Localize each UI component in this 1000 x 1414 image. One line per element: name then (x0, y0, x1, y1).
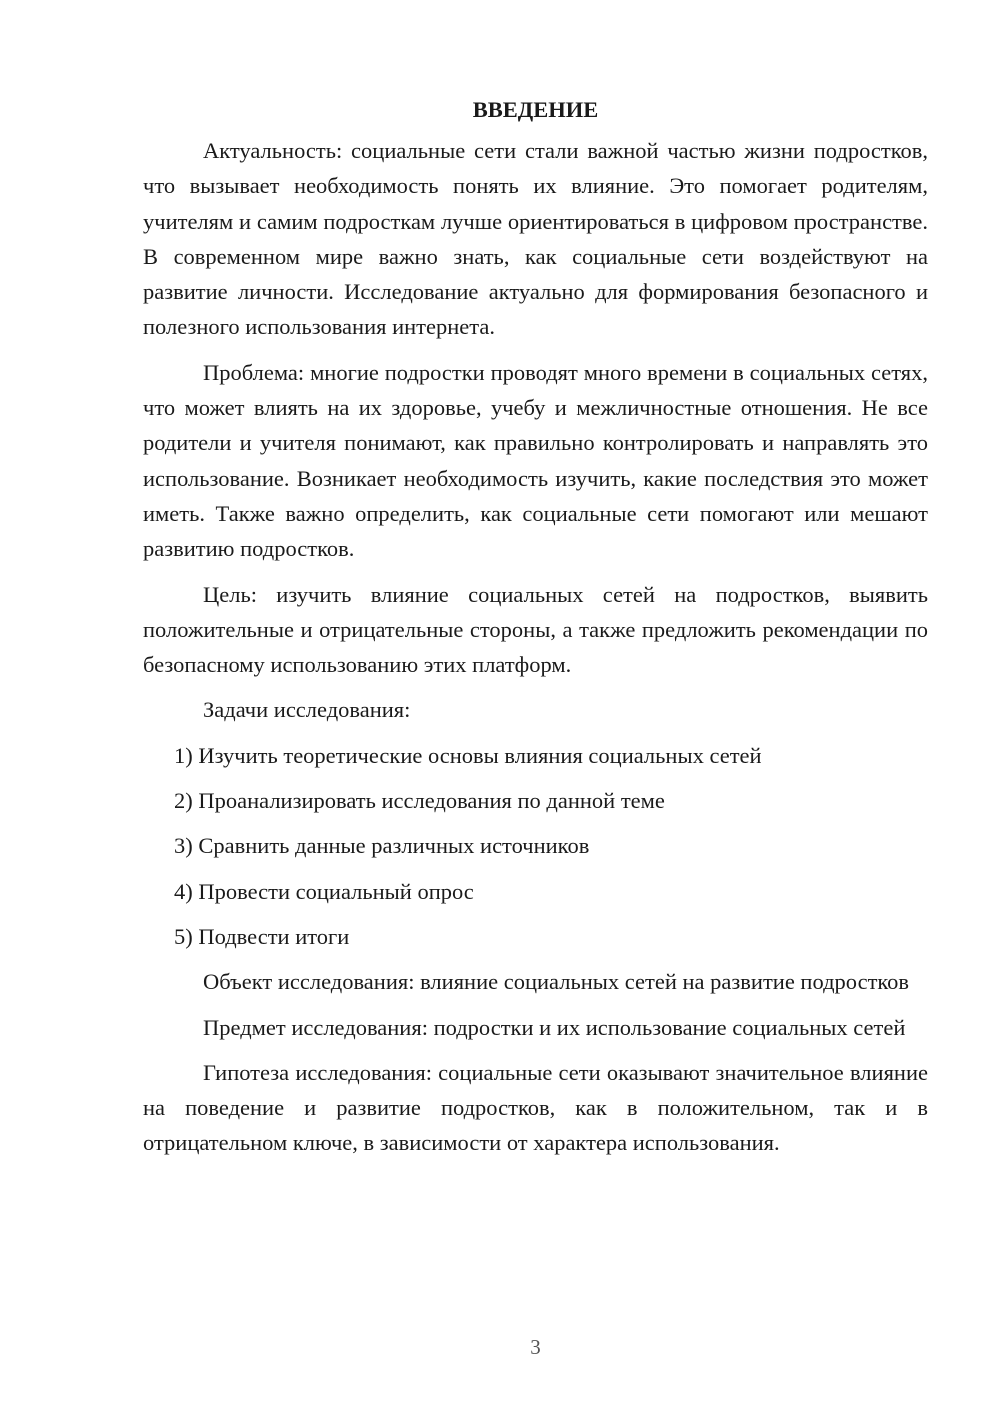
object-paragraph: Объект исследования: влияние социальных сетей на развитие подростков (203, 969, 910, 995)
task-item-3: 3) Сравнить данные различных источников (174, 833, 590, 859)
problem-paragraph: Проблема: многие подростки проводят много времени в социальных сетях, что может влиять на их здоровье, учебу и межличностные отношения. Не все родители и учителя понимают, как правильно контролировать и направлять это использование. Возникает необходимость изучить, какие последствия это может иметь. Также важно определить, как социальные сети помогают или мешают развитию подростков. (143, 359, 928, 562)
task-item-4: 4) Провести социальный опрос (174, 878, 474, 904)
task-item-5: 5) Подвести итоги (174, 923, 350, 949)
page-number: 3 (530, 1335, 541, 1359)
relevance-paragraph: Актуальность: социальные сети стали важной частью жизни подростков, что вызывает необходимость понять их влияние. Это помогает родителям, учителям и самим подросткам лучше ориентироваться в цифровом пространстве. В современном мире важно знать, как социальные сети воздействуют на развитие личности. Исследование актуально для формирования безопасного и полезного использования интернета. (143, 138, 928, 340)
task-item-2: 2) Проанализировать исследования по данной теме (174, 788, 665, 814)
subject-paragraph: Предмет исследования: подростки и их использование социальных сетей (203, 1014, 906, 1040)
goal-paragraph: Цель: изучить влияние социальных сетей на подростков, выявить положительные и отрицательные стороны, а также предложить рекомендации по безопасному использованию этих платформ. (143, 581, 928, 678)
task-item-1: 1) Изучить теоретические основы влияния социальных сетей (174, 742, 762, 768)
tasks-heading: Задачи исследования: (203, 697, 411, 723)
hypothesis-paragraph: Гипотеза исследования: социальные сети оказывают значительное влияние на поведение и развитие подростков, как в положительном, так и в отрицательном ключе, в зависимости от характера использования. (143, 1059, 928, 1156)
tasks-list (143, 738, 928, 954)
document-page (143, 92, 928, 1171)
section-title: ВВЕДЕНИЕ (472, 97, 599, 122)
